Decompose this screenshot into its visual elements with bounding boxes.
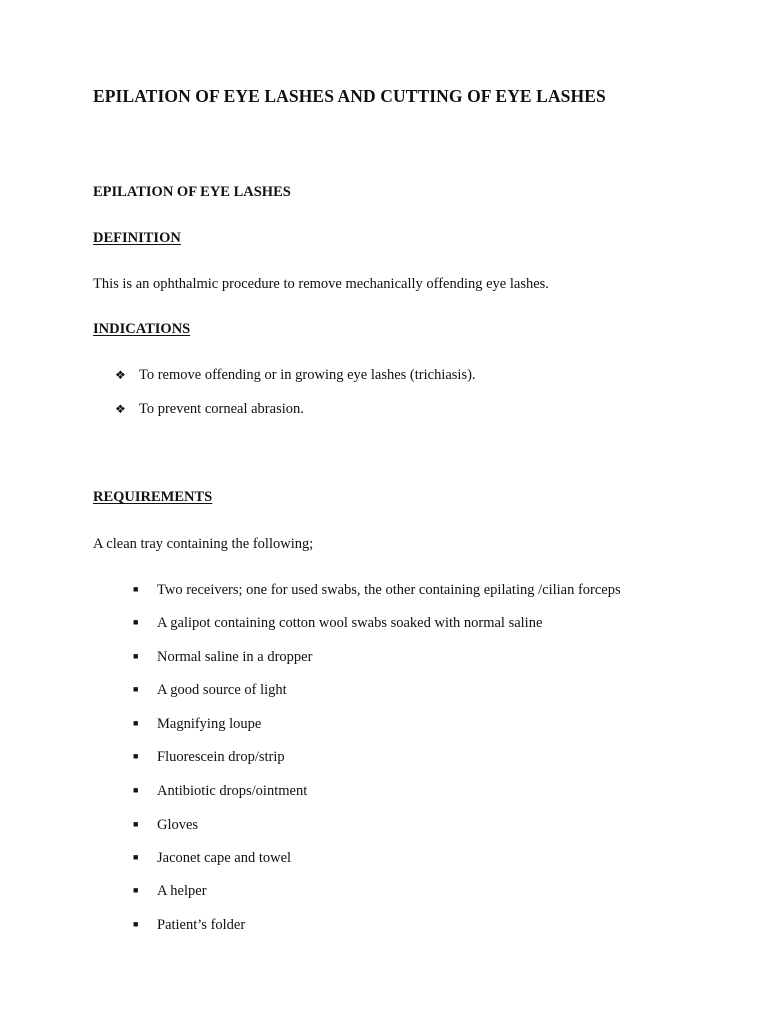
requirements-intro: A clean tray containing the following; <box>93 536 314 552</box>
section-title: EPILATION OF EYE LASHES <box>93 184 291 200</box>
diamond-bullet-icon: ❖ <box>115 402 126 416</box>
list-item <box>133 682 287 699</box>
requirements-heading: REQUIREMENTS <box>93 489 213 505</box>
square-bullet-icon: ■ <box>133 617 139 627</box>
requirement-text: Antibiotic drops/ointment <box>157 783 308 799</box>
diamond-bullet-icon: ❖ <box>115 368 126 382</box>
requirement-text: Patient’s folder <box>157 917 246 933</box>
square-bullet-icon: ■ <box>133 785 139 795</box>
requirement-text: A good source of light <box>157 682 287 698</box>
indication-text: To remove offending or in growing eye lashes (trichiasis). <box>139 367 476 383</box>
indication-text: To prevent corneal abrasion. <box>139 401 304 417</box>
requirement-text: Magnifying loupe <box>157 716 262 732</box>
definition-heading: DEFINITION <box>93 230 181 246</box>
definition-text: This is an ophthalmic procedure to remove mechanically offending eye lashes. <box>93 276 549 292</box>
list-item <box>133 749 285 766</box>
square-bullet-icon: ■ <box>133 684 139 694</box>
list-item <box>133 850 291 867</box>
square-bullet-icon: ■ <box>133 718 139 728</box>
requirement-text: Jaconet cape and towel <box>157 850 292 866</box>
list-item <box>133 649 312 666</box>
list-item <box>133 582 621 599</box>
list-item <box>133 615 542 632</box>
square-bullet-icon: ■ <box>133 584 139 594</box>
requirement-text: Normal saline in a dropper <box>157 649 313 665</box>
list-item <box>115 401 304 418</box>
document-title: EPILATION OF EYE LASHES AND CUTTING OF EYE LASHES <box>93 86 606 106</box>
requirement-text: Fluorescein drop/strip <box>157 749 285 765</box>
list-item <box>115 367 476 384</box>
list-item <box>133 716 261 733</box>
requirement-text: Gloves <box>157 817 199 833</box>
requirement-text: A helper <box>157 883 207 899</box>
square-bullet-icon: ■ <box>133 885 139 895</box>
square-bullet-icon: ■ <box>133 751 139 761</box>
list-item <box>133 917 245 934</box>
requirement-text: A galipot containing cotton wool swabs soaked with normal saline <box>157 615 543 631</box>
list-item <box>133 883 207 900</box>
square-bullet-icon: ■ <box>133 651 139 661</box>
square-bullet-icon: ■ <box>133 852 139 862</box>
list-item <box>133 783 307 800</box>
requirement-text: Two receivers; one for used swabs, the other containing epilating /cilian forceps <box>157 582 621 598</box>
square-bullet-icon: ■ <box>133 819 139 829</box>
indications-heading: INDICATIONS <box>93 321 191 337</box>
list-item <box>133 817 198 834</box>
square-bullet-icon: ■ <box>133 919 139 929</box>
